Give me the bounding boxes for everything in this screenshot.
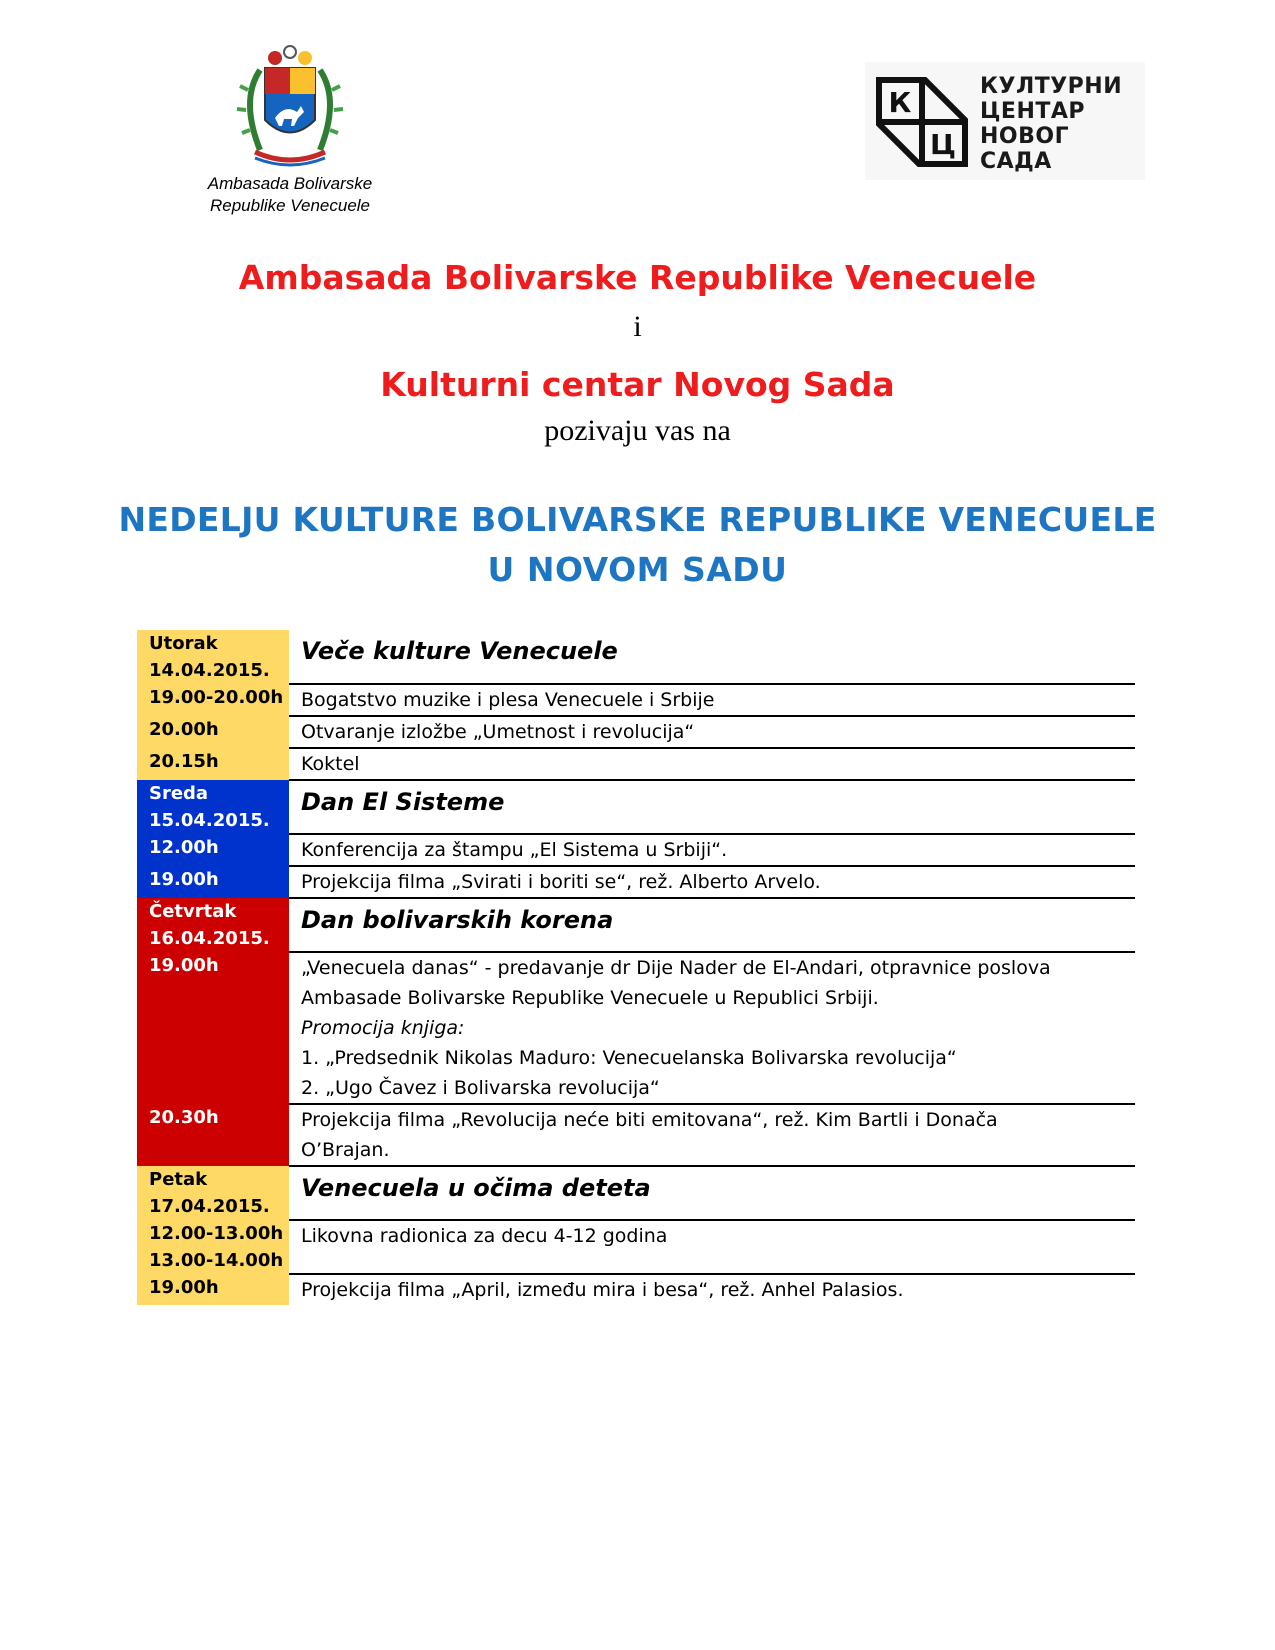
program-row — [137, 866, 1135, 898]
book-item: 1. „Predsednik Nikolas Maduro: Venecuelanska Bolivarska revolucija“ — [301, 1047, 957, 1069]
time-cell — [137, 1220, 289, 1274]
day-date: 16.04.2015. — [149, 928, 270, 949]
day-name: Četvrtak — [149, 901, 237, 922]
day-name: Petak — [149, 1169, 208, 1190]
kc-logo-text — [980, 74, 1122, 174]
activity-cell — [289, 1104, 1135, 1166]
day-name: Utorak — [149, 633, 218, 654]
day-name: Sreda — [149, 783, 209, 804]
program-row — [137, 716, 1135, 748]
day-cell — [137, 630, 289, 684]
activity-line: O’Brajan. — [301, 1139, 390, 1161]
activity-cell — [289, 952, 1135, 1104]
invitation-text: pozivaju vas na — [544, 414, 731, 447]
day-cell — [137, 780, 289, 834]
kc-logo-mark-icon — [875, 74, 970, 170]
kc-logo-text-line: КУЛТУРНИ — [980, 74, 1123, 99]
activity-cell: Otvaranje izložbe „Umetnost i revolucija“ — [289, 716, 1135, 748]
activity-cell: Likovna radionica za decu 4-12 godina — [289, 1220, 1135, 1274]
time-slot: 13.00-14.00h — [149, 1250, 284, 1271]
time-cell: 20.30h — [137, 1104, 289, 1166]
program-row — [137, 952, 1135, 1104]
organizer-cultural-center-title: Kulturni centar Novog Sada — [380, 365, 895, 404]
day-header-row — [137, 630, 1135, 684]
day-header-row — [137, 1166, 1135, 1220]
activity-cell: Koktel — [289, 748, 1135, 780]
organizer-embassy-title: Ambasada Bolivarske Republike Venecuele — [238, 258, 1037, 297]
time-cell: 19.00-20.00h — [137, 684, 289, 716]
time-cell: 19.00h — [137, 866, 289, 898]
kc-letter-k: К — [888, 86, 912, 119]
program-row — [137, 748, 1135, 780]
event-headline-line1: NEDELJU KULTURE BOLIVARSKE REPUBLIKE VENECUELE — [118, 500, 1157, 539]
day-cell — [137, 898, 289, 952]
program-row — [137, 834, 1135, 866]
kulturni-centar-logo — [865, 62, 1145, 180]
kc-logo-text-line: САДА — [980, 149, 1052, 174]
day-title: Veče kulture Venecuele — [289, 630, 1135, 684]
activity-cell: Bogatstvo muzike i plesa Venecuele i Srbije — [289, 684, 1135, 716]
activity-line: Projekcija filma „Revolucija neće biti emitovana“, rež. Kim Bartli i Donača — [301, 1109, 998, 1131]
time-cell: 20.00h — [137, 716, 289, 748]
program-row — [137, 1104, 1135, 1166]
conjunction-text: i — [633, 310, 642, 343]
day-title: Dan El Sisteme — [289, 780, 1135, 834]
embassy-caption-line: Republike Venecuele — [209, 196, 371, 215]
embassy-caption-line: Ambasada Bolivarske — [207, 174, 373, 193]
program-row — [137, 684, 1135, 716]
book-promo-label: Promocija knjiga: — [301, 1017, 465, 1039]
day-date: 14.04.2015. — [149, 660, 270, 681]
program-row — [137, 1220, 1135, 1274]
day-header-row — [137, 898, 1135, 952]
day-cell — [137, 1166, 289, 1220]
embassy-caption — [190, 173, 390, 217]
time-cell: 19.00h — [137, 1274, 289, 1305]
venezuela-coat-of-arms-icon — [230, 40, 350, 170]
time-cell: 20.15h — [137, 748, 289, 780]
day-date: 17.04.2015. — [149, 1196, 270, 1217]
activity-line: „Venecuela danas“ - predavanje dr Dije Nader de El-Andari, otpravnice poslova — [301, 957, 1051, 979]
day-title: Venecuela u očima deteta — [289, 1166, 1135, 1220]
activity-cell: Projekcija filma „April, između mira i besa“, rež. Anhel Palasios. — [301, 1279, 904, 1301]
kc-letter-c: Ц — [930, 128, 956, 161]
time-cell: 19.00h — [137, 952, 289, 1104]
day-title: Dan bolivarskih korena — [289, 898, 1135, 952]
day-header-row — [137, 780, 1135, 834]
program-table — [137, 630, 1135, 1305]
activity-cell: Projekcija filma „Svirati i boriti se“, rež. Alberto Arvelo. — [289, 866, 1135, 898]
activity-line: Ambasade Bolivarske Republike Venecuele u Republici Srbiji. — [301, 987, 879, 1009]
day-date: 15.04.2015. — [149, 810, 270, 831]
kc-logo-text-line: ЦЕНТАР — [980, 99, 1086, 124]
book-item: 2. „Ugo Čavez i Bolivarska revolucija“ — [301, 1077, 660, 1099]
kc-logo-text-line: НОВОГ — [980, 124, 1070, 149]
activity-cell: Konferencija za štampu „El Sistema u Srbiji“. — [289, 834, 1135, 866]
event-headline-line2: U NOVOM SADU — [487, 550, 788, 589]
time-cell: 12.00h — [137, 834, 289, 866]
program-row — [137, 1274, 1135, 1305]
time-slot: 12.00-13.00h — [149, 1223, 284, 1244]
